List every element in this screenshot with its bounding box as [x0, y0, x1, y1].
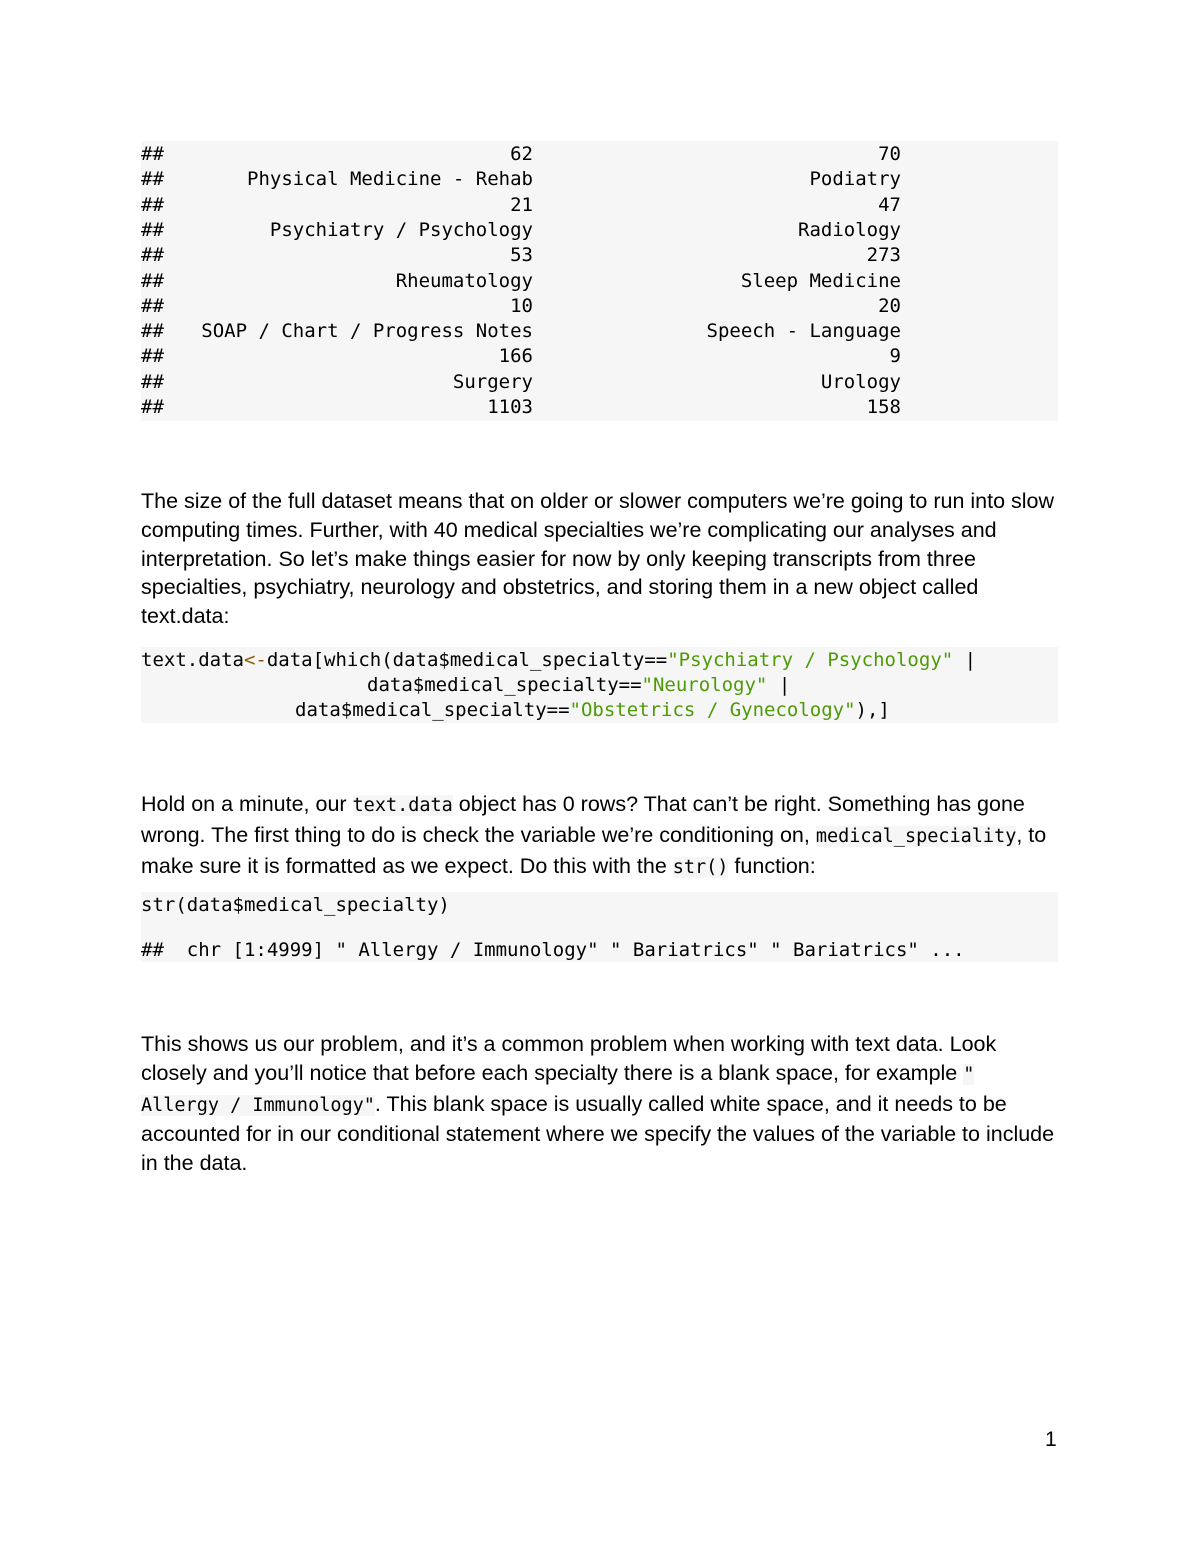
text: . This blank space is usually called white space, and it needs to be accounted for in our conditional statement where we specify the values of the variable to include in the data. [141, 1091, 1055, 1176]
page-number: 1 [1045, 1428, 1057, 1451]
code-line-1 [141, 648, 976, 673]
output-prefix: ## [141, 294, 164, 317]
code-operator: <- [243, 649, 267, 671]
code-line-2 [367, 673, 790, 698]
inline-code: text.data [352, 795, 453, 816]
output-cell-right: Speech - Language [706, 320, 901, 343]
output-cell-left: 166 [498, 345, 533, 368]
output-row [141, 395, 1058, 420]
output-prefix: ## [141, 269, 164, 292]
output-row [141, 142, 1058, 167]
code-block-filter [141, 647, 1058, 723]
output-cell-right: 9 [889, 345, 901, 368]
paragraph-intro [141, 487, 1061, 631]
text: Hold on a minute, our [141, 792, 353, 816]
output-row [141, 294, 1058, 319]
output-prefix: ## [141, 168, 164, 191]
output-cell-right: Sleep Medicine [740, 269, 901, 292]
text: This shows us our problem, and it’s a common problem when working with text data. Look closely and you’ll notice that before each specialty there is a blank space, for example [141, 1032, 997, 1085]
output-cell-right: Radiology [798, 218, 901, 241]
output-row [141, 370, 1058, 395]
output-prefix: ## [141, 143, 164, 165]
code-token: data[which(data$medical_specialty== [266, 649, 668, 671]
output-prefix: ## [141, 370, 164, 393]
output-prefix: ## [141, 345, 164, 368]
paragraph-problem [141, 790, 1061, 882]
paragraph-intro-text: The size of the full dataset means that on older or slower computers we’re going to run into slow computing times. Further, with 40 medical specialties we’re complicating our analyses and interpretation. So let’s make things easier for now by only keeping transcripts from three specialties, psychiatry, neurology and obstetrics, and storing them in a new object called text.data: [141, 489, 1055, 629]
output-prefix: ## [141, 218, 164, 241]
code-string: "Neurology" [641, 674, 768, 696]
output-row [141, 167, 1058, 192]
output-prefix: ## [141, 193, 164, 216]
output-cell-left: 1103 [487, 396, 533, 418]
output-cell-right: Podiatry [809, 168, 901, 191]
text: , to make sure it is formatted as we expect. Do this with the [141, 822, 1047, 878]
code-token: data$medical_specialty== [295, 699, 570, 721]
inline-code: medical_speciality [815, 825, 1017, 847]
output-cell-left: Physical Medicine - Rehab [247, 168, 533, 191]
output-cell-right: 273 [866, 244, 901, 267]
code-input: str(data$medical_specialty) [141, 894, 450, 916]
output-cell-left: SOAP / Chart / Progress Notes [201, 320, 533, 343]
text: function: [728, 853, 816, 878]
paragraph-whitespace [141, 1030, 1061, 1178]
code-token: data$medical_specialty== [367, 674, 642, 696]
output-cell-left: 10 [510, 294, 533, 317]
code-string: "Psychiatry / Psychology" [667, 649, 954, 671]
code-output: ## chr [1:4999] " Allergy / Immunology" " Bariatrics" " Bariatrics" ... [141, 939, 965, 961]
code-string: "Obstetrics / Gynecology" [569, 699, 856, 721]
output-cell-left: 62 [510, 143, 533, 165]
code-token: | [953, 649, 977, 671]
output-row [141, 319, 1058, 344]
output-row [141, 218, 1058, 243]
output-cell-right: 20 [878, 294, 901, 317]
output-row [141, 243, 1058, 268]
table-output-block [141, 141, 1058, 421]
output-cell-left: 21 [510, 193, 533, 216]
output-cell-left: Rheumatology [395, 269, 533, 292]
inline-code: str() [672, 856, 729, 878]
code-token: | [767, 674, 791, 696]
output-cell-left: Surgery [452, 370, 533, 393]
code-block-str [141, 892, 1058, 962]
output-cell-right: 70 [878, 143, 901, 165]
output-prefix: ## [141, 244, 164, 267]
code-token: text.data [141, 649, 244, 671]
code-token: ),] [855, 699, 890, 721]
output-row [141, 344, 1058, 369]
output-row [141, 193, 1058, 218]
output-cell-left: Psychiatry / Psychology [269, 218, 533, 241]
output-cell-right: Urology [820, 370, 901, 393]
code-line-3 [295, 698, 890, 723]
output-row [141, 269, 1058, 294]
output-cell-right: 47 [878, 193, 901, 216]
output-prefix: ## [141, 320, 164, 343]
inline-code: " Allergy / Immunology" [141, 1063, 975, 1116]
output-prefix: ## [141, 396, 164, 418]
output-cell-right: 158 [866, 396, 901, 418]
text: object has 0 rows? That can’t be right. Something has gone wrong. The first thing to do is check the variable we’re conditioning on, [141, 792, 1025, 847]
output-cell-left: 53 [510, 244, 533, 267]
